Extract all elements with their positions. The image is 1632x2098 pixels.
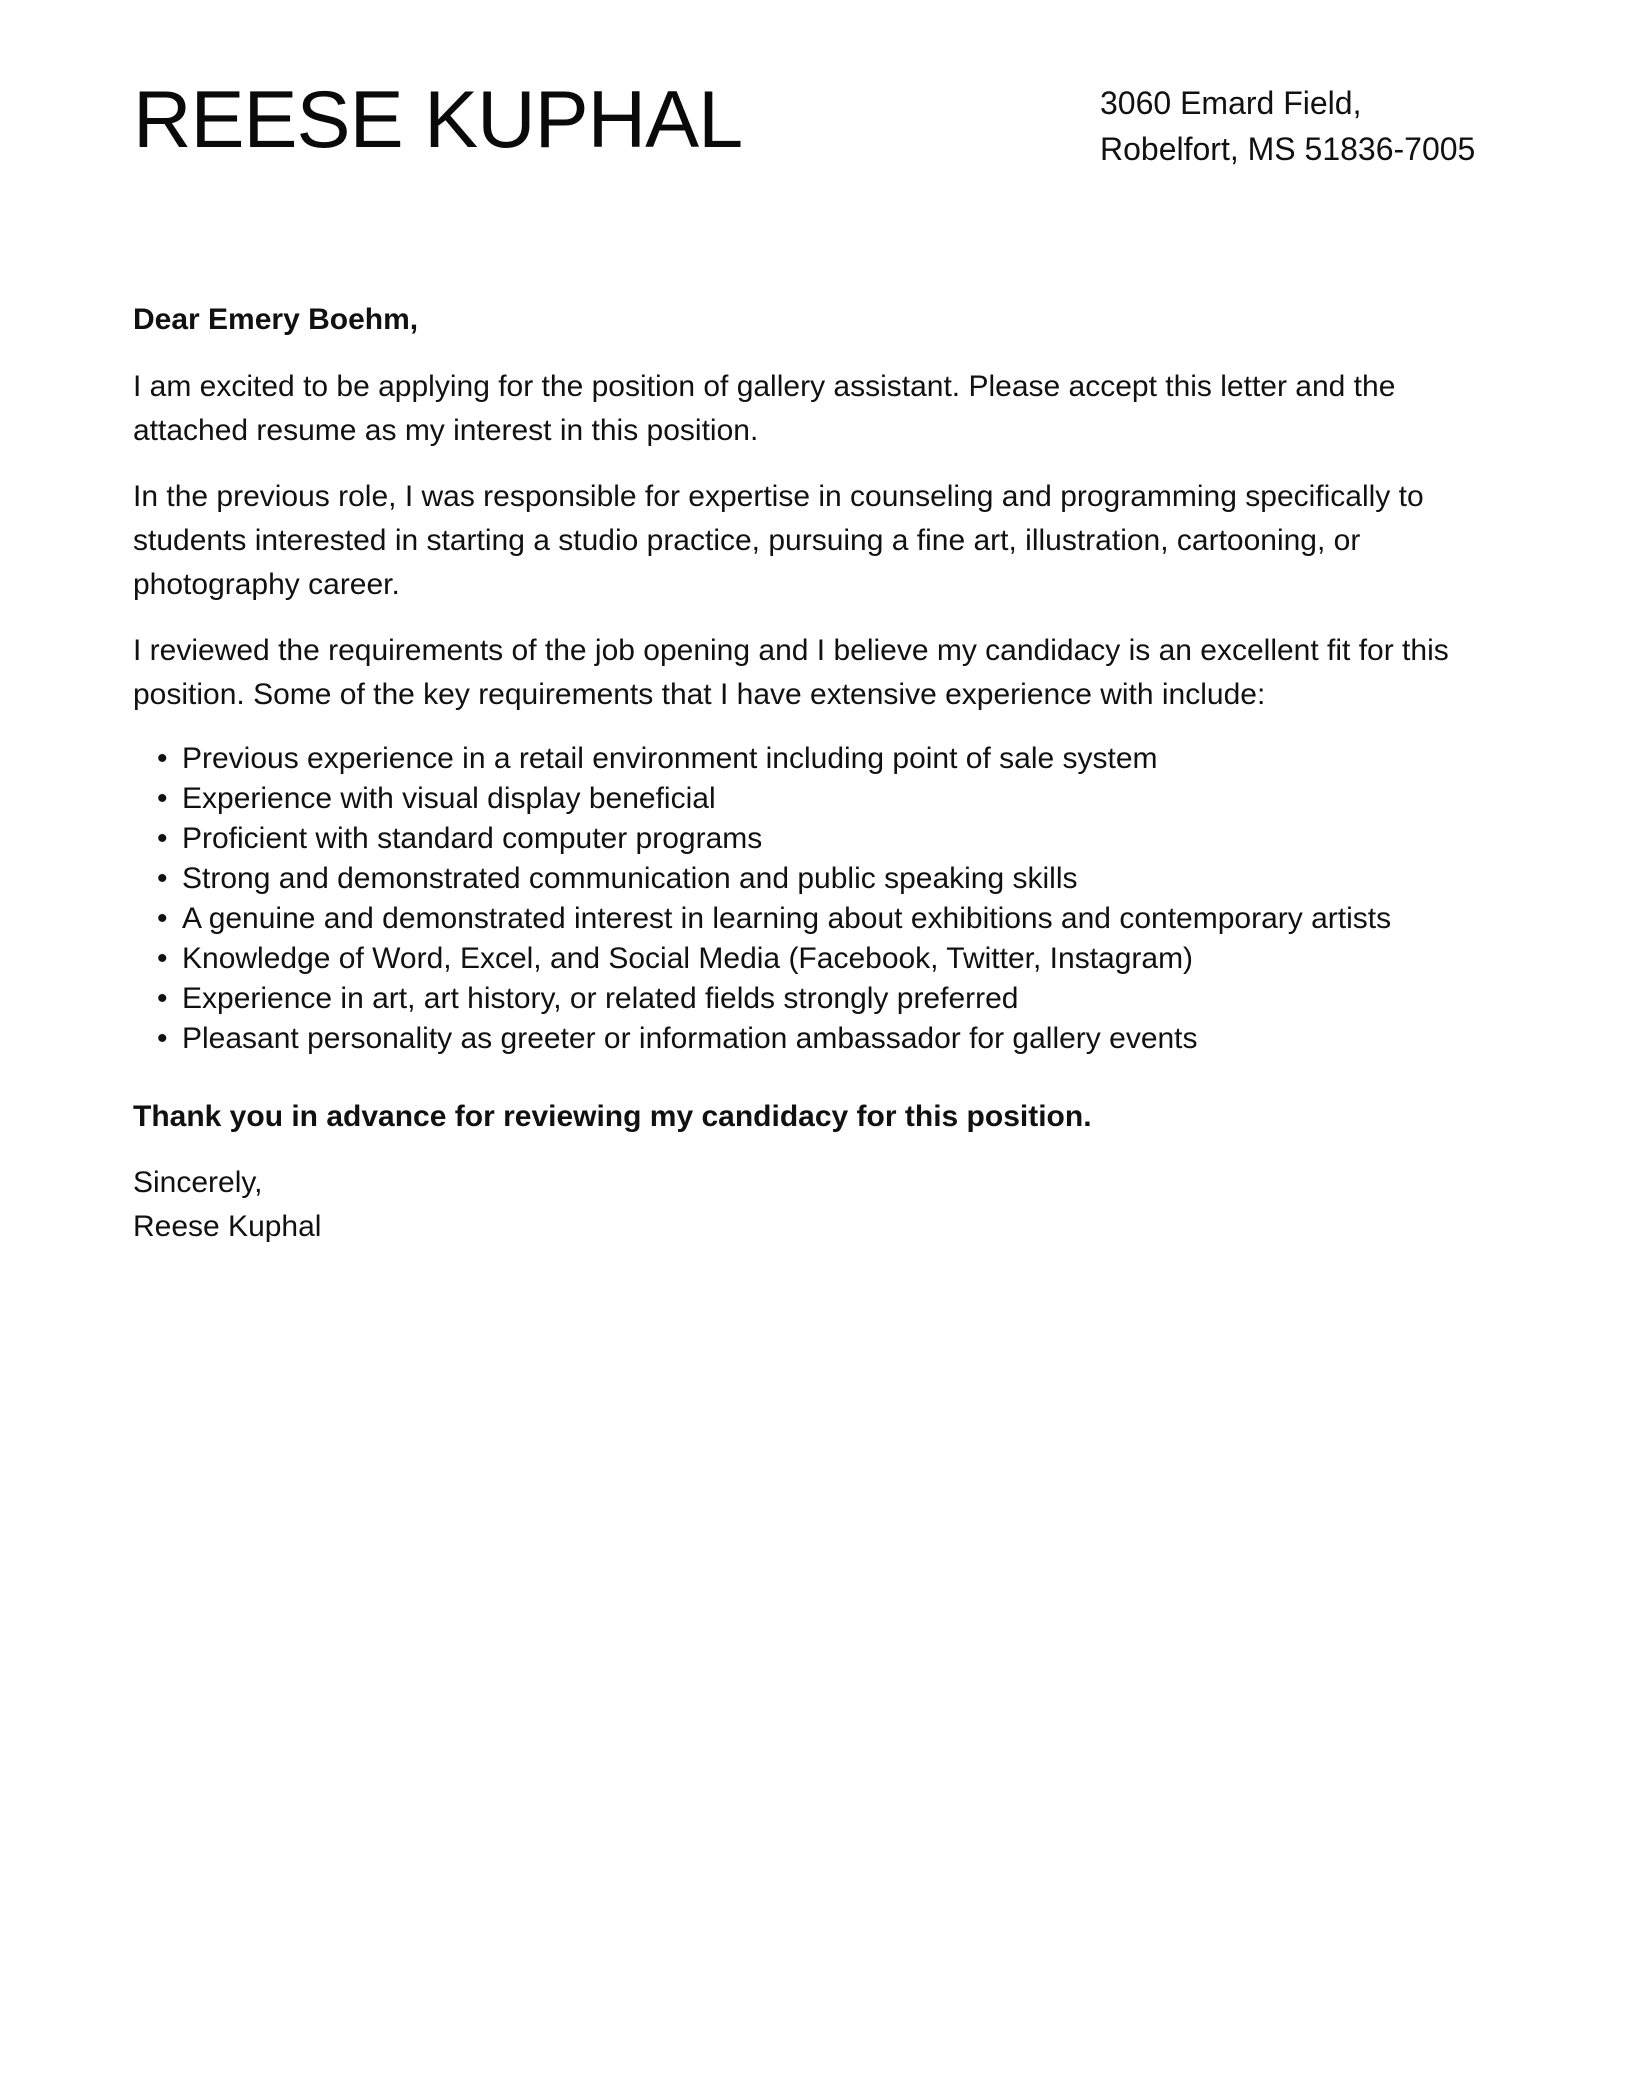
- list-item: [133, 939, 1503, 979]
- applicant-name: REESE KUPHAL: [133, 75, 743, 165]
- address-line-1: 3060 Emard Field,: [1100, 85, 1362, 121]
- salutation: Dear Emery Boehm,: [133, 303, 419, 336]
- bullet-icon: •: [157, 742, 168, 775]
- requirements-list: [133, 739, 1503, 1059]
- list-item-text: Proficient with standard computer programs: [182, 822, 763, 855]
- bullet-icon: •: [157, 782, 168, 815]
- applicant-address: [1100, 80, 1475, 172]
- list-item-text: Knowledge of Word, Excel, and Social Media (Facebook, Twitter, Instagram): [182, 942, 1194, 975]
- bullet-icon: •: [157, 902, 168, 935]
- closing-note: Thank you in advance for reviewing my candidacy for this position.: [133, 1100, 1092, 1133]
- list-item: [133, 1019, 1503, 1059]
- bullet-icon: •: [157, 1022, 168, 1055]
- signoff: [133, 1161, 1503, 1249]
- letter-body: [133, 298, 1503, 1249]
- paragraph-requirements: I reviewed the requirements of the job opening and I believe my candidacy is an excellent fit for this position. Some of the key requirements that I have extensive experience with include:: [133, 634, 1449, 711]
- signature-name: Reese Kuphal: [133, 1210, 322, 1243]
- list-item-text: Experience with visual display beneficial: [182, 782, 716, 815]
- list-item: [133, 779, 1503, 819]
- list-item: [133, 899, 1503, 939]
- paragraph-intro: I am excited to be applying for the position of gallery assistant. Please accept this letter and the attached resume as my interest in this position.: [133, 370, 1396, 447]
- bullet-icon: •: [157, 822, 168, 855]
- valediction: Sincerely,: [133, 1166, 263, 1199]
- list-item-text: Pleasant personality as greeter or information ambassador for gallery events: [182, 1022, 1198, 1055]
- bullet-icon: •: [157, 982, 168, 1015]
- bullet-icon: •: [157, 862, 168, 895]
- address-line-2: Robelfort, MS 51836-7005: [1100, 131, 1476, 167]
- paragraph-previous-role: In the previous role, I was responsible for expertise in counseling and programming specifically to students interested in starting a studio practice, pursuing a fine art, illustration, cartooning, or photography career.: [133, 480, 1424, 601]
- bullet-icon: •: [157, 942, 168, 975]
- list-item: [133, 859, 1503, 899]
- list-item-text: Previous experience in a retail environment including point of sale system: [182, 742, 1158, 775]
- list-item: [133, 819, 1503, 859]
- list-item: [133, 739, 1503, 779]
- list-item-text: Experience in art, art history, or related fields strongly preferred: [182, 982, 1019, 1015]
- list-item-text: A genuine and demonstrated interest in learning about exhibitions and contemporary artists: [182, 902, 1392, 935]
- list-item-text: Strong and demonstrated communication and public speaking skills: [182, 862, 1078, 895]
- list-item: [133, 979, 1503, 1019]
